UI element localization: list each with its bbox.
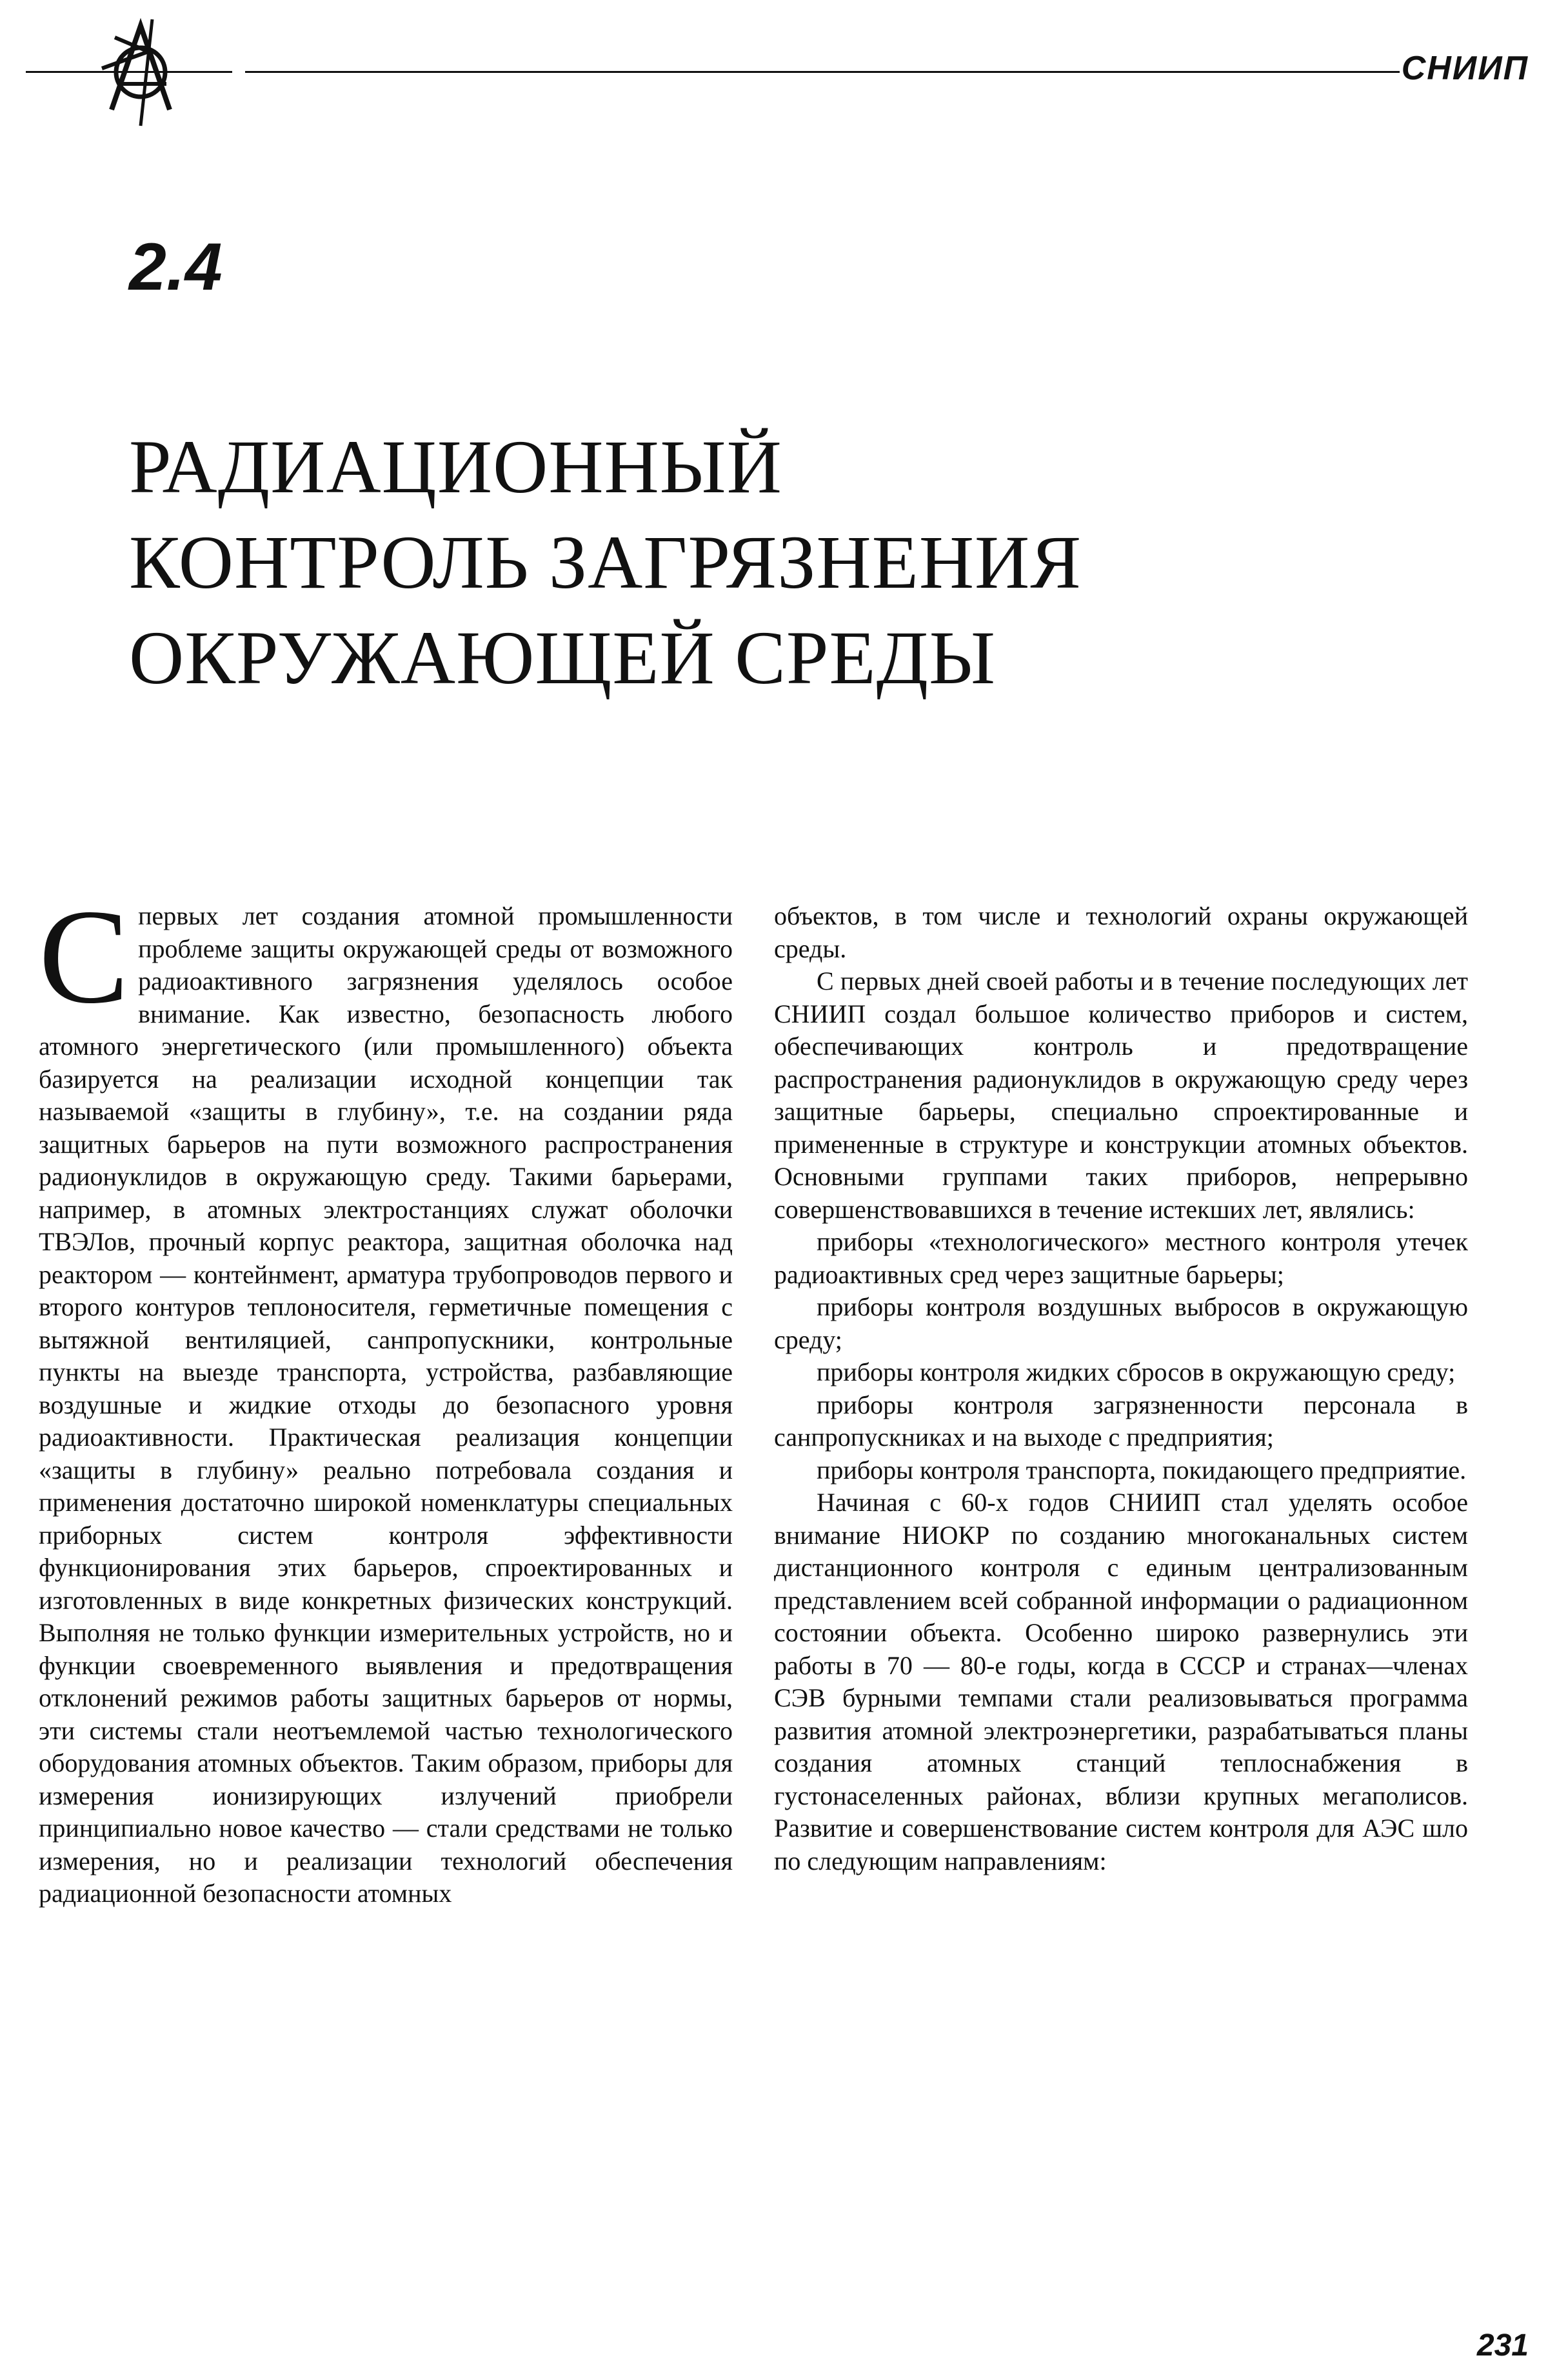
paragraph: С первых дней своей работы и в течение последующих лет СНИИП создал большое количество приборов и систем, обеспечивающих контроль и предотвращение распространения радионуклидов в окружающую среду через защитные барьеры, специально спроектированные и примененные в структуре и конструкции атомных объектов. Основными группами таких приборов, непрерывно совершенствовавшихся в течение истекших лет, являлись: [774, 966, 1468, 1224]
list-item: приборы контроля жидких сбросов в окружающую среду; [817, 1357, 1456, 1386]
sniip-logo-icon [76, 6, 205, 135]
section-title [129, 419, 1419, 706]
title-line-1: РАДИАЦИОННЫЙ [129, 425, 782, 509]
text-column-left [39, 882, 733, 1910]
header-rule-right [245, 71, 1400, 73]
paragraph-text: первых лет создания атомной промышленности проблеме защиты окружающей среды от возможного радиоактивного загрязнения уделялось особое внимание. Как известно, безопасность любого атомного энергетического (или промышленного) объекта базируется на реализации исходной концепции так называемой «защиты в глубину», т.е. на создании ряда защитных барьеров на пути возможного распространения радионуклидов в окружающую среду. Такими барьерами, например, в атомных электростанциях служат оболочки ТВЭЛов, прочный корпус реактора, защитная оболочка над реактором — контейнмент, арматура трубопроводов первого и второго контуров теплоносителя, герметичные помещения с вытяжной вентиляцией, санпропускники, контрольные пункты на выезде транспорта, устройства, разбавляющие воздушные и жидкие отходы до безопасного уровня радиоактивности. Практическая реализация концепции «защиты в глубину» реально потребовала создания и применения достаточно широкой номенклатуры специальных приборных систем контроля эффективности функционирования этих барьеров, спроектированных и изготовленных в виде конкретных физических конструкций. Выполняя не только функции измерительных устройств, но и функции своевременного выявления и предотвращения отклонений режимов работы защитных барьеров от нормы, эти системы стали неотъемлемой частью технологического оборудования атомных объектов. Таким образом, приборы для измерения ионизирующих излучений приобрели принципиально новое качество — стали средствами не только измерения, но и реализации технологий обеспечения радиационной безопасности атомных [39, 901, 733, 1908]
list-item: приборы «технологического» местного контроля утечек радиоактивных сред через защитные барьеры; [774, 1227, 1468, 1289]
drop-cap: С [39, 882, 130, 1032]
paragraph: объектов, в том числе и технологий охраны окружающей среды. [774, 901, 1468, 963]
page-number: 231 [1476, 2328, 1529, 2363]
list-item: приборы контроля транспорта, покидающего предприятие. [817, 1455, 1467, 1485]
list-item: приборы контроля загрязненности персонала в санпропускниках и на выходе с предприятия; [774, 1390, 1468, 1452]
header-brand: СНИИП [1401, 50, 1529, 87]
section-number: 2.4 [129, 230, 223, 305]
list-item: приборы контроля воздушных выбросов в окружающую среду; [774, 1292, 1468, 1354]
paragraph [39, 882, 733, 1910]
paragraph: Начиная с 60-х годов СНИИП стал уделять особое внимание НИОКР по созданию многоканальных систем дистанционного контроля с единым централизованным представлением всей собранной информации о радиационном состоянии объекта. Особенно широко развернулись эти работы в 70 — 80-е годы, когда в СССР и странах—членах СЭВ бурными темпами стали реализовываться программа развития атомной электроэнергетики, разрабатываться планы создания атомных станций теплоснабжения в густонаселенных районах, вблизи крупных мегаполисов. Развитие и совершенствование систем контроля для АЭС шло по следующим направлениям: [774, 1488, 1468, 1875]
title-line-3: ОКРУЖАЮЩЕЙ СРЕДЫ [129, 615, 997, 700]
text-column-right [774, 900, 1468, 1877]
title-line-2: КОНТРОЛЬ ЗАГРЯЗНЕНИЯ [129, 520, 1082, 605]
